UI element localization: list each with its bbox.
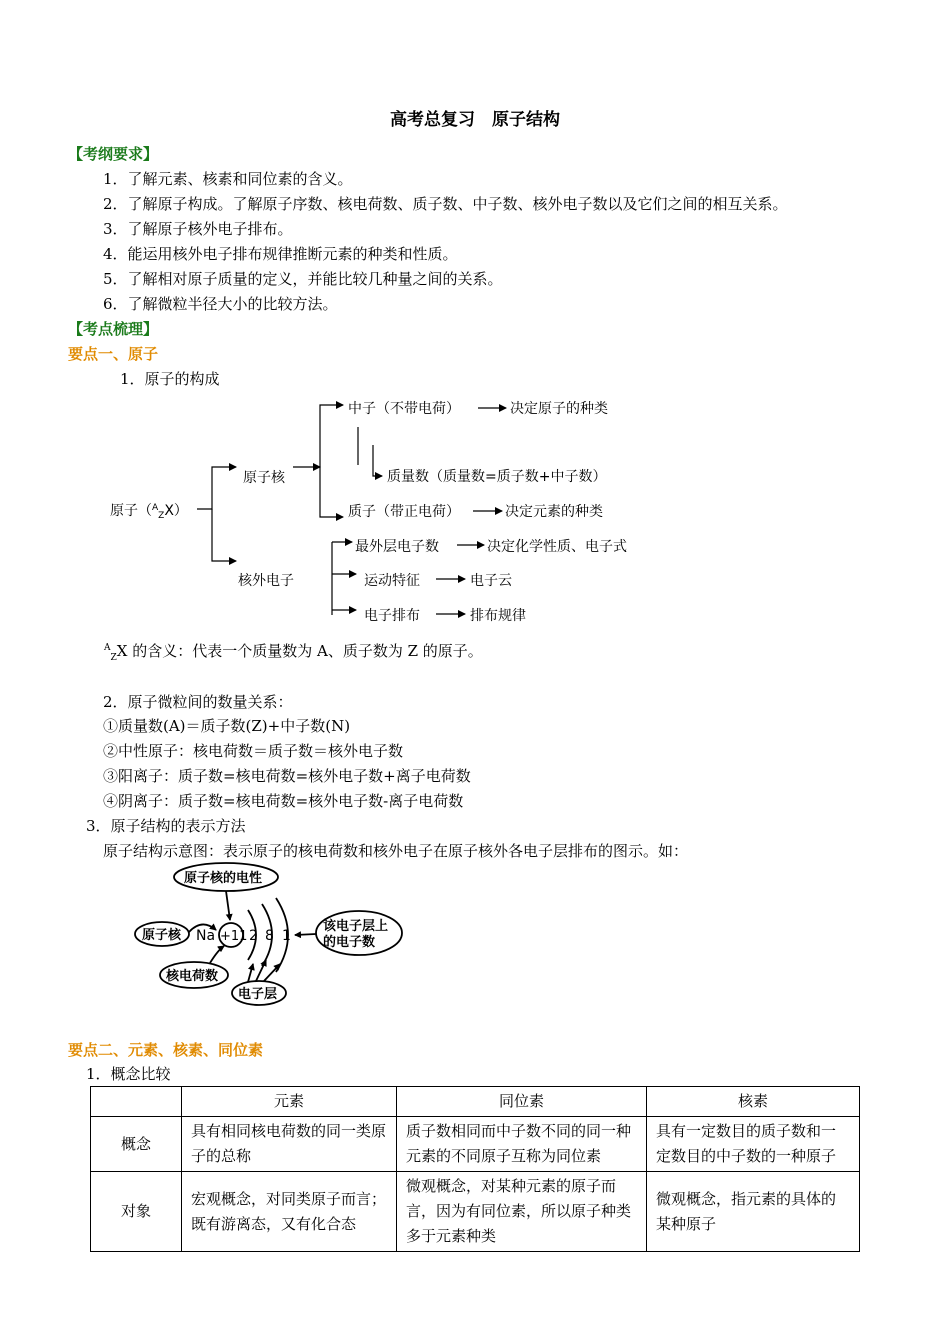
point2-heading: 要点二、元素、核素、同位素 [68, 1041, 264, 1059]
subheading-quantity-relations: 2．原子微粒间的数量关系： [103, 693, 293, 711]
diagram-outer-electrons: 最外层电子数 [355, 539, 439, 555]
diagram-motion: 运动特征 [364, 573, 420, 589]
table-header-row [91, 1087, 860, 1117]
notation-meaning: $^A_Z$X 的含义：代表一个质量数为 A、质子数为 Z 的原子。 [104, 642, 483, 663]
table-header-cell: 元素 [182, 1087, 397, 1117]
nuclear-charge: +11 [220, 929, 248, 944]
diagram-proton-result: 决定元素的种类 [505, 504, 603, 520]
row-label: 概念 [91, 1117, 182, 1172]
nuclear-charge-label: 核电荷数 [166, 969, 219, 984]
requirement-item: 3．了解原子核外电子排布。 [103, 220, 293, 238]
diagram-nucleus: 原子核 [243, 470, 285, 486]
table-cell: 质子数相同而中子数不同的同一种元素的不同原子互称为同位素 [397, 1117, 647, 1172]
shell-label: 电子层 [238, 987, 278, 1002]
table-header-cell: 同位素 [397, 1087, 647, 1117]
table-cell: 微观概念，对某种元素的原子而言，因为有同位素，所以原子种类多于元素种类 [397, 1172, 647, 1252]
table-header-cell: 核素 [647, 1087, 860, 1117]
relation-item: ②中性原子：核电荷数＝质子数＝核外电子数 [103, 742, 404, 760]
requirement-item: 2．了解原子构成。了解原子序数、核电荷数、质子数、中子数、核外电子数以及它们之间的相互关系。 [103, 195, 788, 213]
shell-count-2: 8 [265, 928, 274, 944]
table-cell: 宏观概念，对同类原子而言；既有游离态，又有化合态 [182, 1172, 397, 1252]
diagram-arrangement: 电子排布 [364, 608, 420, 624]
relation-item: ④阴离子：质子数=核电荷数=核外电子数-离子电荷数 [103, 792, 464, 810]
table-cell: 微观概念，指元素的具体的某种原子 [647, 1172, 860, 1252]
relation-item: ③阳离子：质子数=核电荷数=核外电子数+离子电荷数 [103, 767, 471, 785]
requirement-item: 1．了解元素、核素和同位素的含义。 [103, 170, 353, 188]
page-title: 高考总复习 原子结构 [390, 110, 560, 130]
representation-description: 原子结构示意图：表示原子的核电荷数和核外电子在原子核外各电子层排布的图示。如： [103, 842, 689, 860]
diagram-electrons: 核外电子 [238, 573, 294, 589]
requirement-item: 6．了解微粒半径大小的比较方法。 [103, 295, 338, 313]
table-cell: 具有相同核电荷数的同一类原子的总称 [182, 1117, 397, 1172]
diagram-neutron-result: 决定原子的种类 [510, 401, 608, 417]
subheading-concept-comparison: 1．概念比较 [86, 1065, 171, 1083]
nucleus-charge-label: 原子核的电性 [184, 871, 263, 886]
element-symbol: Na [196, 928, 216, 944]
nucleus-label: 原子核 [142, 928, 182, 943]
subheading-atom-composition: 1．原子的构成 [120, 370, 220, 388]
concept-comparison-table [90, 1086, 860, 1252]
shell-count-1: 2 [249, 928, 258, 944]
diagram-mass-number: 质量数（质量数=质子数+中子数） [387, 469, 607, 485]
requirement-item: 5．了解相对原子质量的定义，并能比较几种量之间的关系。 [103, 270, 503, 288]
shell-electron-label-1: 该电子层上 [323, 919, 389, 934]
table-row [91, 1117, 860, 1172]
requirement-item: 4．能运用核外电子排布规律推断元素的种类和性质。 [103, 245, 458, 263]
shell-electron-label-2: 的电子数 [323, 935, 376, 950]
table-row [91, 1172, 860, 1252]
subheading-representation: 3．原子结构的表示方法 [86, 817, 246, 835]
row-label: 对象 [91, 1172, 182, 1252]
table-header-cell [91, 1087, 182, 1117]
table-cell: 具有一定数目的质子数和一定数目的中子数的一种原子 [647, 1117, 860, 1172]
relation-item: ①质量数(A)＝质子数(Z)+中子数(N) [103, 717, 351, 735]
diagram-root: 原子（$^A_Z$X） [110, 503, 188, 521]
diagram-proton: 质子（带正电荷） [348, 504, 460, 520]
point1-heading: 要点一、原子 [68, 345, 159, 363]
diagram-neutron: 中子（不带电荷） [348, 401, 460, 417]
atom-composition-diagram [0, 390, 950, 630]
review-heading: 【考点梳理】 [68, 320, 159, 338]
diagram-motion-result: 电子云 [470, 573, 512, 589]
na-structure-diagram [130, 860, 420, 1010]
diagram-arrangement-result: 排布规律 [470, 608, 526, 624]
shell-count-3: 1 [282, 928, 291, 944]
diagram-outer-result: 决定化学性质、电子式 [487, 539, 627, 555]
requirements-heading: 【考纲要求】 [68, 145, 159, 163]
